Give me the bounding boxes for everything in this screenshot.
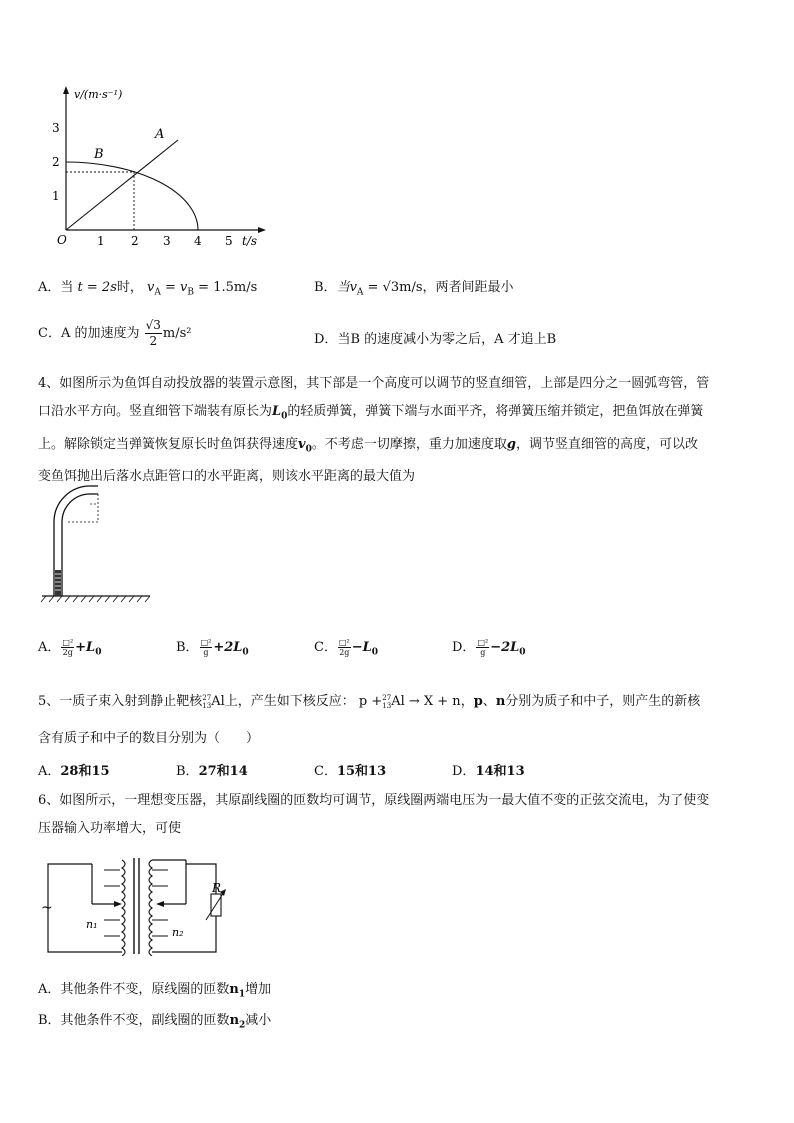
- q4-option-a: A． $\frac{\text{□²}}{2g}$ $+L_0$: [38, 638, 102, 658]
- q6-option-b: B．其他条件不变，副线圈的匝数$n_2$减小: [38, 1013, 272, 1031]
- nuclide-numbers: 27 13: [202, 693, 212, 710]
- y-axis-label: v/(m·s⁻¹): [74, 88, 123, 101]
- q5-option-b: B．27和14: [176, 764, 248, 779]
- x-tick: 4: [194, 234, 202, 248]
- q4-option-b: B． $\frac{\text{□²}}{g}$ $+2L_0$: [176, 638, 249, 658]
- origin-label: O: [57, 233, 67, 247]
- x-tick: 5: [225, 234, 233, 248]
- ground-hatch: [41, 596, 150, 602]
- ac-source-symbol: ~: [41, 900, 53, 916]
- q5-line-1: 5、一质子束入射到静止靶核 27 13 Al上，产生如下核反应： p + 27 13 Al → X + n，p、n分别为质子和中子，则产生的新核: [38, 693, 701, 710]
- q3-option-d: D．当B 的速度减小为零之后，A 才追上B: [314, 332, 557, 347]
- nuclide-numbers: 27 13: [382, 693, 392, 710]
- primary-coil: [122, 860, 125, 956]
- q3-option-a: A．当 t = 2s时， $v_A = v_B = 1.5m/s$: [38, 280, 258, 298]
- y-tick: 2: [52, 155, 60, 169]
- x-tick: 1: [97, 234, 105, 248]
- line-a-label: A: [155, 127, 165, 142]
- secondary-coil: [149, 860, 152, 956]
- q3-option-b: B．当$v_A = √3m/s$，两者间距最小: [314, 280, 514, 298]
- q5-option-a: A．28和15: [38, 764, 110, 779]
- transformer-figure: [40, 856, 230, 956]
- q3-option-c: C．A 的加速度为 $\frac{√3}{2}$ m/s²: [38, 318, 192, 348]
- bait-launcher-figure: [38, 482, 158, 606]
- y-axis-arrow: [63, 86, 69, 94]
- line-a: [66, 140, 178, 230]
- q5-line-2: 含有质子和中子的数目分别为（ ）: [38, 731, 260, 746]
- n2-label: n₂: [172, 926, 184, 939]
- r-label: R: [212, 881, 222, 895]
- fraction: $\frac{√3}{2}$: [145, 318, 161, 348]
- q4-option-c: C． $\frac{\text{□²}}{2g}$ $-L_0$: [314, 638, 379, 658]
- q4-option-d: D． $\frac{\text{□²}}{g}$ $-2L_0$: [452, 638, 526, 658]
- primary-slider-arrow: [114, 901, 122, 907]
- n1-label: n₁: [86, 918, 98, 931]
- y-tick: 1: [52, 189, 60, 203]
- q5-option-d: D．14和13: [452, 764, 525, 779]
- secondary-slider-arrow: [156, 901, 164, 907]
- fraction: $\frac{\text{□²}}{2g}$: [62, 638, 74, 657]
- q6-option-a: A．其他条件不变，原线圈的匝数$n_1$增加: [38, 982, 272, 1000]
- q5-option-c: C．15和13: [314, 764, 387, 779]
- y-tick: 3: [52, 121, 60, 135]
- x-axis-arrow: [258, 227, 266, 233]
- q4-stem: 4、如图所示为鱼饵自动投放器的装置示意图，其下部是一个高度可以调节的竖直细管，上部是四分之一圆弧弯管，管 口沿水平方向。竖直细管下端装有原长为$L_0$的轻质弹簧，弹簧下端与水面平齐，将弹簧压缩并锁定，把鱼饵放在弹簧 上。解除锁定当弹簧恢复原长时鱼饵获得速度$v_0$。不考虑一切摩擦，重力加速度取g，调节竖直细管的高度，可以改 变鱼饵抛出后落水点距管口的水平距离，则该水平距离的最大值为: [38, 376, 710, 485]
- fraction: $\frac{\text{□²}}{g}$: [477, 638, 489, 657]
- x-tick: 3: [163, 234, 171, 248]
- x-axis-label: t/s: [242, 234, 258, 248]
- q6-stem: 6、如图所示，一理想变压器，其原副线圈的匝数均可调节，原线圈两端电压为一最大值不变的正弦交流电，为了使变 压器输入功率增大，可使: [38, 793, 710, 836]
- arc-inner: [62, 494, 90, 522]
- fraction: $\frac{\text{□²}}{g}$: [200, 638, 212, 657]
- fraction: $\frac{\text{□²}}{2g}$: [338, 638, 350, 657]
- curve-b-label: B: [94, 147, 104, 162]
- vt-graph: [48, 82, 278, 252]
- x-tick: 2: [131, 234, 139, 248]
- arc-outer: [54, 486, 90, 522]
